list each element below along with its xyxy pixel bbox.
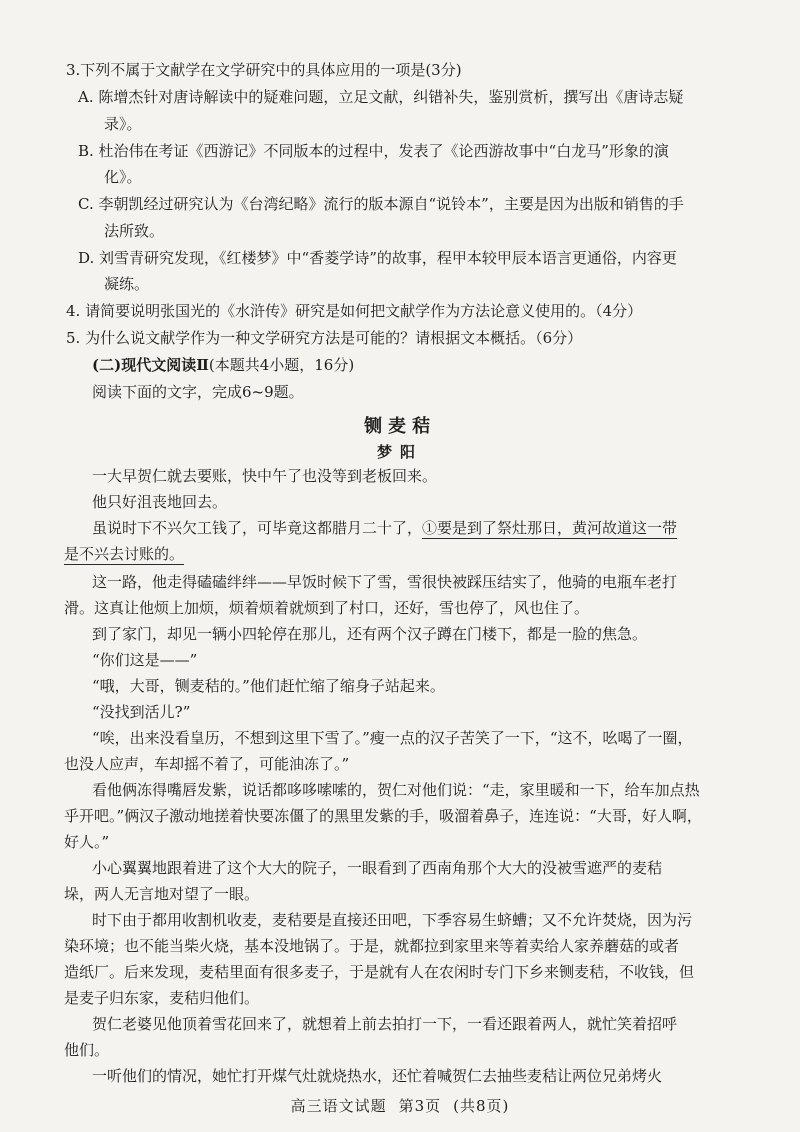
- paragraph-12-line4: 是麦子归东家，麦秸归他们。: [64, 989, 260, 1007]
- paragraph-1: 一大早贺仁就去要账，快中午了也没等到老板回来。: [92, 467, 438, 485]
- question-4: 4. 请简要说明张国光的《水浒传》研究是如何把文献学作为方法论意义使用的。（4分）: [66, 302, 643, 320]
- underlined-sentence-1: ①要是到了祭灶那日，黄河故道这一带: [422, 519, 678, 537]
- page-footer: [0, 1095, 800, 1116]
- footer-page-number: 第3页: [398, 1097, 442, 1115]
- paragraph-14-line1: 一听他们的情况，她忙打开煤气灶就烧热水，还忙着喊贺仁去抽些麦秸让两位兄弟烤火: [92, 1067, 663, 1085]
- option-c-line1: C. 李朝凯经过研究认为《台湾纪略》流行的版本源自“说铃本”，主要是因为出版和销售的手: [78, 195, 684, 213]
- story-title: 铡麦秸: [364, 416, 436, 437]
- option-b-line2: 化》。: [104, 168, 142, 186]
- option-a-line2: 录》。: [104, 115, 142, 133]
- option-d-line2: 凝练。: [104, 275, 150, 293]
- option-d-line1: D. 刘雪青研究发现，《红楼梦》中“香菱学诗”的故事，程甲本较甲辰本语言更通俗，内容更: [78, 249, 677, 267]
- paragraph-5: 到了家门，却见一辆小四轮停在那儿，还有两个汉子蹲在门楼下，都是一脸的焦急。: [92, 625, 648, 643]
- paragraph-10-line3: 好人。”: [64, 833, 110, 851]
- paragraph-11-line1: 小心翼翼地跟着进了这个大大的院子，一眼看到了西南角那个大大的没被雪遮严的麦秸: [92, 859, 663, 877]
- paragraph-6: “你们这是——”: [92, 651, 198, 669]
- paragraph-4-line1: 这一路，他走得磕磕绊绊——早饭时候下了雪，雪很快被踩压结实了，他骑的电瓶车老打: [92, 573, 678, 591]
- option-a-line1: A. 陈增杰针对唐诗解读中的疑难问题，立足文献，纠错补失，鉴别赏析，撰写出《唐诗志疑: [78, 88, 684, 106]
- paragraph-3-text: 虽说时下不兴欠工钱了，可毕竟这都腊月二十了，: [92, 519, 423, 537]
- paragraph-10-line2: 乎开吧。”俩汉子激动地搓着快要冻僵了的黑里发紫的手，吸溜着鼻子，连连说：“大哥，好人啊，: [64, 807, 702, 825]
- question-3-stem: 3.下列不属于文献学在文学研究中的具体应用的一项是(3分): [66, 61, 462, 79]
- paragraph-12-line2: 染环境；也不能当柴火烧，基本没地锅了。于是，就都拉到家里来等着卖给人家养蘑菇的或者: [64, 937, 680, 955]
- paragraph-12-line3: 造纸厂。后来发现，麦秸里面有很多麦子，于是就有人在农闲时专门下乡来铡麦秸，不收钱，但: [64, 963, 695, 981]
- section-heading: [0, 355, 800, 375]
- paragraph-4-line2: 滑。这真让他烦上加烦，烦着烦着就烦到了村口，还好，雪也停了，风也住了。: [64, 599, 590, 617]
- underlined-sentence-1-end: 是不兴去讨账的。: [64, 545, 185, 563]
- option-c-line2: 法所致。: [104, 222, 165, 240]
- section-instruction: 阅读下面的文字，完成6~9题。: [92, 383, 304, 401]
- paragraph-9-line1: “唉，出来没看皇历，不想到这里下雪了。”瘦一点的汉子苦笑了一下，“这不，吆喝了一圈，: [92, 729, 693, 747]
- paragraph-12-line1: 时下由于都用收割机收麦，麦秸要是直接还田吧，下季容易生蛴螬；又不允许焚烧，因为污: [92, 911, 693, 929]
- footer-exam-title: 高三语文试题: [290, 1097, 387, 1115]
- question-5: 5. 为什么说文献学作为一种文学研究方法是可能的？请根据文本概括。（6分）: [66, 329, 583, 347]
- paragraph-3-line1: [0, 518, 800, 538]
- paragraph-13-line2: 他们。: [64, 1041, 110, 1059]
- paragraph-10-line1: 看他俩冻得嘴唇发紫，说话都哆哆嗦嗦的，贺仁对他们说：“走，家里暖和一下，给车加点热: [92, 781, 700, 799]
- paragraph-8: “没找到活儿?”: [92, 703, 191, 721]
- option-b-line1: B. 杜治伟在考证《西游记》不同版本的过程中，发表了《论西游故事中“白龙马”形象的演: [78, 142, 669, 160]
- paragraph-7: “哦，大哥，铡麦秸的。”他们赶忙缩了缩身子站起来。: [92, 677, 445, 695]
- paragraph-11-line2: 垛，两人无言地对望了一眼。: [64, 885, 260, 903]
- paragraph-2: 他只好沮丧地回去。: [92, 493, 228, 511]
- section-heading-title: (二)现代文阅读Ⅱ: [92, 356, 209, 374]
- section-heading-detail: (本题共4小题，16分): [208, 356, 355, 374]
- paragraph-13-line1: 贺仁老婆见他顶着雪花回来了，就想着上前去拍打一下，一看还跟着两人，就忙笑着招呼: [92, 1015, 678, 1033]
- footer-total-pages: (共8页): [453, 1097, 510, 1115]
- story-author: 梦阳: [376, 443, 423, 461]
- paragraph-3-line2: [0, 544, 800, 564]
- paragraph-9-line2: 也没人应声，车却摇不着了，可能油冻了。”: [64, 755, 350, 773]
